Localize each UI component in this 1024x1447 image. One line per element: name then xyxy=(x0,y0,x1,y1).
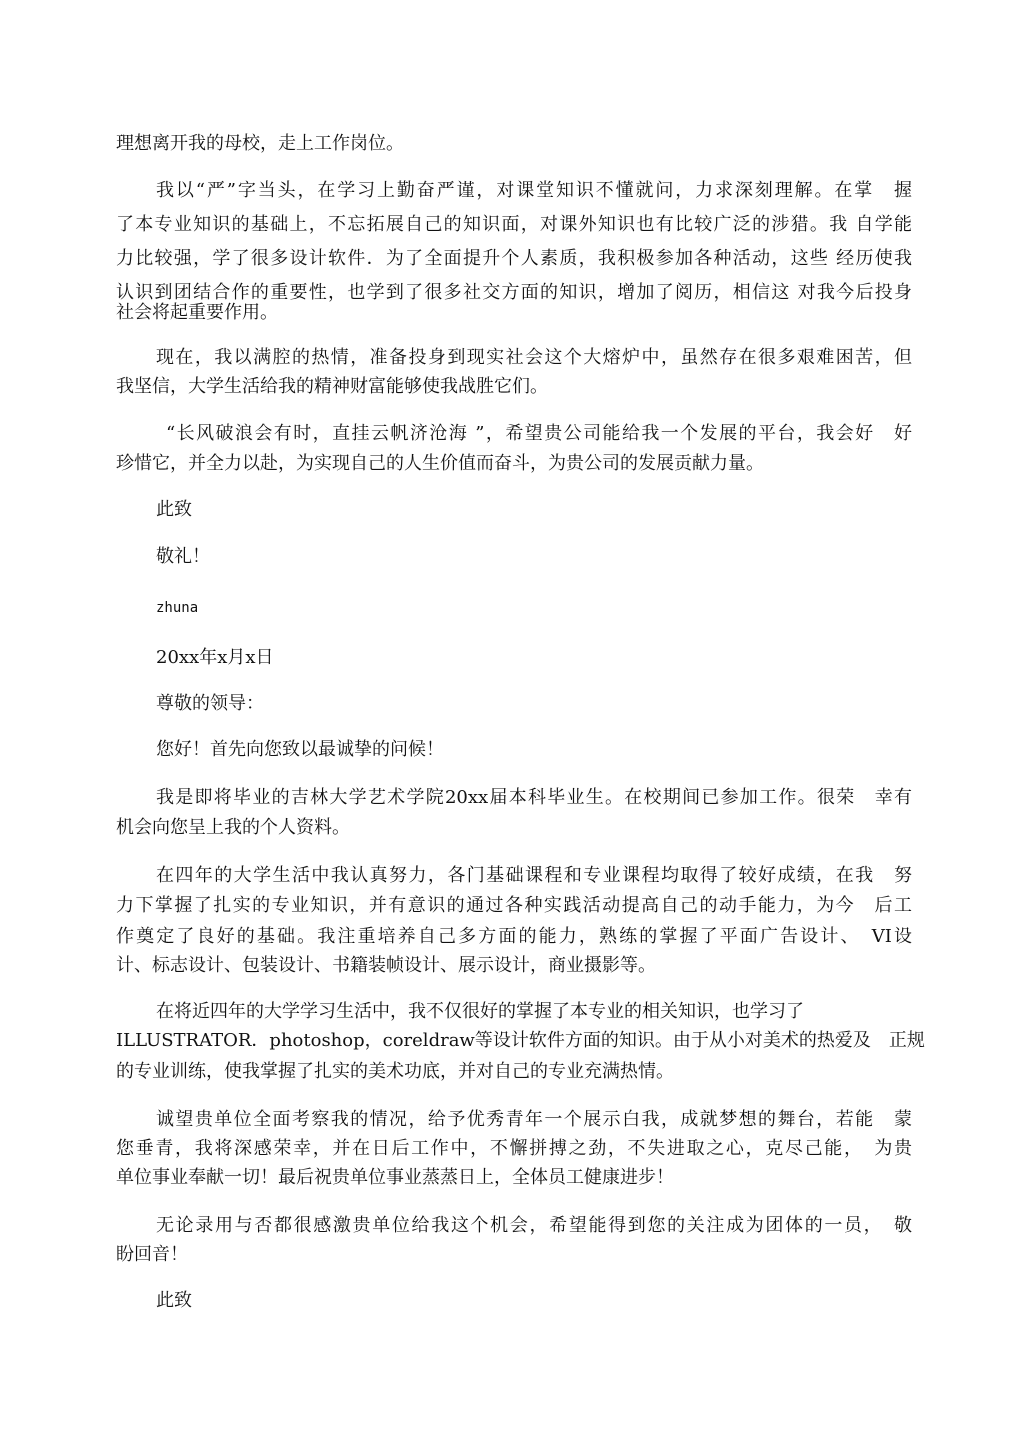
text-line: 力下掌握了扎实的专业知识，并有意识的通过各种实践活动提高自己的动手能力，为今 后工 xyxy=(116,895,912,916)
text-line: 我以“严”字当头，在学习上勤奋严谨，对课堂知识不懂就问，力求深刻理解。在掌 握 xyxy=(156,180,912,201)
closing-salutation: 此致 xyxy=(156,499,192,520)
text-line: 单位事业奉献一切！最后祝贵单位事业蒸蒸日上，全体员工健康进步！ xyxy=(116,1167,674,1188)
text-line: 我坚信，大学生活给我的精神财富能够使我战胜它们。 xyxy=(116,376,548,397)
signature-name: zhuna xyxy=(156,600,199,616)
closing-regards: 敬礼！ xyxy=(156,546,210,567)
text-line: 力比较强，学了很多设计软件．为了全面提升个人素质，我积极参加各种活动，这些 经历使我 xyxy=(116,248,912,269)
text-line: 诚望贵单位全面考察我的情况，给予优秀青年一个展示白我，成就梦想的舞台，若能 蒙 xyxy=(156,1109,912,1130)
greeting-heading: 尊敬的领导： xyxy=(156,693,264,714)
letter-date: 20xx年x月x日 xyxy=(156,647,274,668)
text-line: 计、标志设计、包装设计、书籍装帧设计、展示设计，商业摄影等。 xyxy=(116,955,656,976)
closing-salutation: 此致 xyxy=(156,1290,192,1311)
text-line: 社会将起重要作用。 xyxy=(116,302,278,323)
text-line: 的专业训练，使我掌握了扎实的美术功底，并对自己的专业充满热情。 xyxy=(116,1061,674,1082)
text-line: 作奠定了良好的基础。我注重培养自己多方面的能力，熟练的掌握了平面广告设计、 VI设 xyxy=(116,926,912,947)
greeting-line: 您好！首先向您致以最诚挚的问候！ xyxy=(156,739,444,760)
text-line: 了本专业知识的基础上，不忘拓展自己的知识面，对课外知识也有比较广泛的涉猎。我 自学能 xyxy=(116,214,912,235)
text-line: 机会向您呈上我的个人资料。 xyxy=(116,817,350,838)
text-line: 无论录用与否都很感激贵单位给我这个机会，希望能得到您的关注成为团体的一员， 敬 xyxy=(156,1215,912,1236)
text-line: 现在，我以满腔的热情，准备投身到现实社会这个大熔炉中，虽然存在很多艰难困苦，但 xyxy=(156,347,912,368)
text-line: 盼回音！ xyxy=(116,1244,188,1265)
text-line: ILLUSTRATOR．photoshop，coreldraw等设计软件方面的知识。由于从小对美术的热爱及 正规 xyxy=(116,1030,925,1051)
text-line: “长风破浪会有时，直挂云帆济沧海 ”，希望贵公司能给我一个发展的平台，我会好 好 xyxy=(166,423,912,444)
text-line: 理想离开我的母校，走上工作岗位。 xyxy=(116,133,404,154)
text-line: 在将近四年的大学学习生活中，我不仅很好的掌握了本专业的相关知识，也学习了 xyxy=(156,1001,804,1022)
text-line: 我是即将毕业的吉林大学艺术学院20xx届本科毕业生。在校期间已参加工作。很荣 幸有 xyxy=(156,787,912,808)
text-line: 认识到团结合作的重要性，也学到了很多社交方面的知识，增加了阅历，相信这 对我今后投身 xyxy=(116,282,912,303)
text-line: 您垂青，我将深感荣幸，并在日后工作中，不懈拼搏之劲，不失进取之心，克尽己能， 为贵 xyxy=(116,1138,912,1159)
text-line: 在四年的大学生活中我认真努力，各门基础课程和专业课程均取得了较好成绩，在我 努 xyxy=(156,865,912,886)
text-line: 珍惜它，并全力以赴，为实现自己的人生价值而奋斗，为贵公司的发展贡献力量。 xyxy=(116,453,764,474)
